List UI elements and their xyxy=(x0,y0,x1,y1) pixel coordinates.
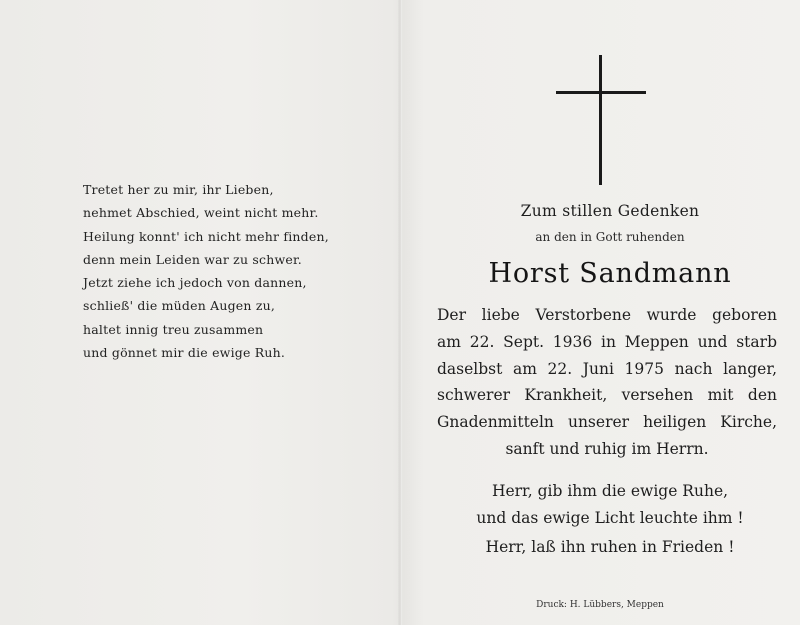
cross-icon xyxy=(556,55,646,185)
bio-line: Gnadenmitteln unserer heiligen Kirche, xyxy=(437,413,777,432)
final-prayer: Herr, laß ihn ruhen in Frieden ! xyxy=(485,538,735,556)
poem-line: denn mein Leiden war zu schwer. xyxy=(83,251,302,267)
poem-line: schließ' die müden Augen zu, xyxy=(83,298,276,314)
memorial-subheading: an den in Gott ruhenden xyxy=(535,230,685,244)
poem-line: und gönnet mir die ewige Ruh. xyxy=(83,345,286,361)
poem-line: nehmet Abschied, weint nicht mehr. xyxy=(83,205,319,221)
bio-line: sanft und ruhig im Herrn. xyxy=(505,439,709,458)
biography xyxy=(437,302,777,463)
memorial-heading: Zum stillen Gedenken xyxy=(520,202,700,220)
poem-line: Heilung konnt' ich nicht mehr finden, xyxy=(83,228,329,244)
deceased-name: Horst Sandmann xyxy=(488,258,732,289)
bio-line: daselbst am 22. Juni 1975 nach langer, xyxy=(437,359,777,378)
bio-line: schwerer Krankheit, versehen mit den xyxy=(437,386,777,405)
bio-line: Der liebe Verstorbene wurde geboren xyxy=(437,306,777,324)
prayer-line: und das ewige Licht leuchte ihm ! xyxy=(476,509,744,527)
prayer xyxy=(420,478,800,532)
poem-line: Tretet her zu mir, ihr Lieben, xyxy=(83,182,274,197)
bio-line: am 22. Sept. 1936 in Meppen und starb xyxy=(437,332,777,351)
prayer-line: Herr, gib ihm die ewige Ruhe, xyxy=(491,482,729,500)
poem xyxy=(83,178,373,364)
poem-line: Jetzt ziehe ich jedoch von dannen, xyxy=(83,275,307,291)
card-fold xyxy=(398,0,402,625)
poem-line: haltet innig treu zusammen xyxy=(83,321,264,337)
printer-credit: Druck: H. Lübbers, Meppen xyxy=(536,600,664,610)
